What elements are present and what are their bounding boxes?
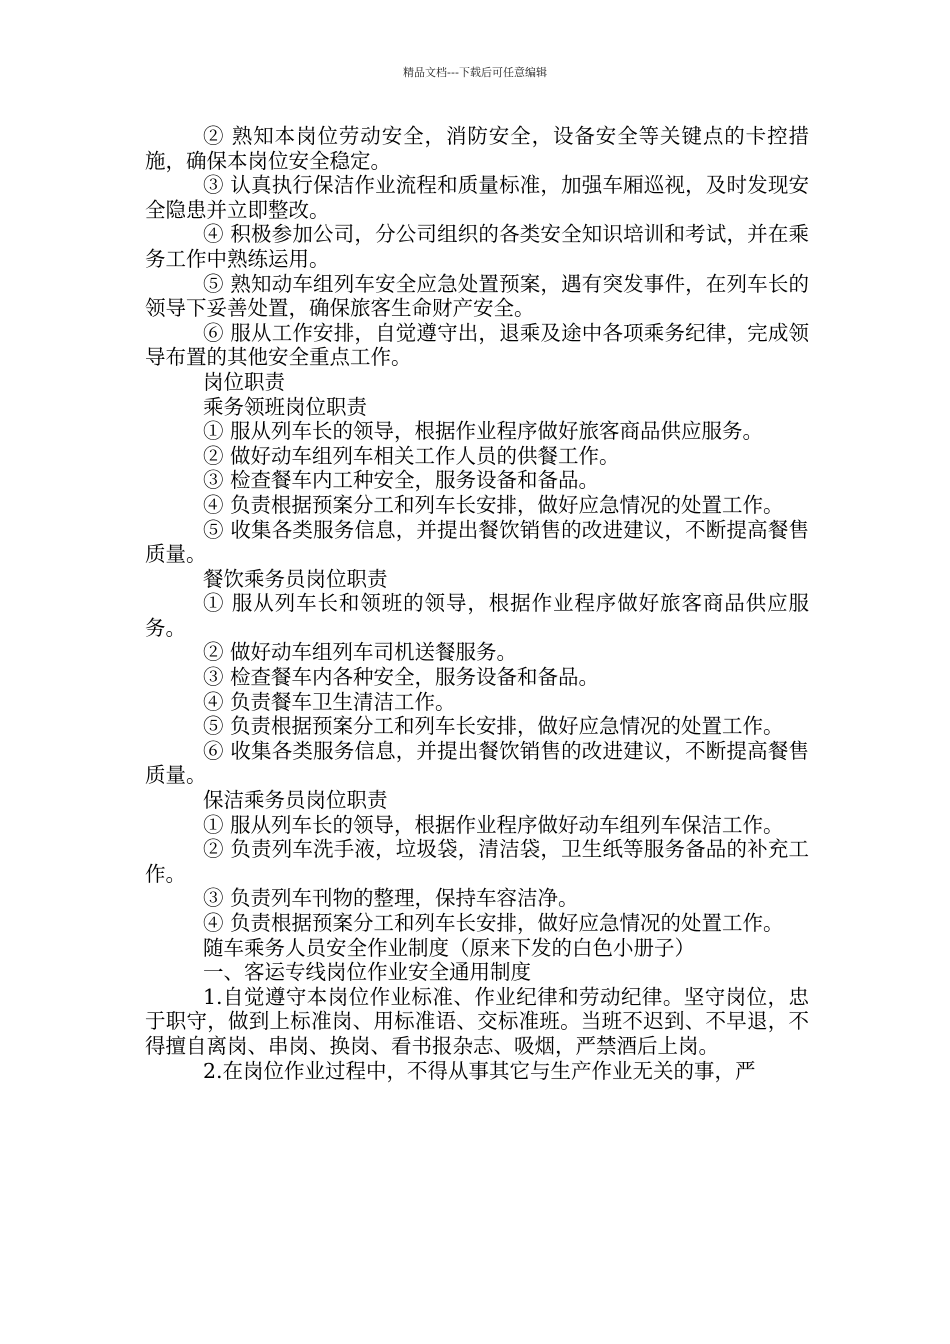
document-body bbox=[145, 124, 809, 1083]
paragraph: 2.在岗位作业过程中，不得从事其它与生产作业无关的事，严 bbox=[203, 1058, 756, 1083]
paragraph: ④ 积极参加公司，分公司组织的各类安全知识培训和考试，并在乘务工作中熟练运用。 bbox=[145, 222, 809, 271]
paragraph: ① 服从列车长的领导，根据作业程序做好旅客商品供应服务。 bbox=[203, 419, 764, 444]
paragraph: ③ 检查餐车内工种安全，服务设备和备品。 bbox=[203, 468, 600, 493]
paragraph: ③ 认真执行保洁作业流程和质量标准，加强车厢巡视，及时发现安全隐患并立即整改。 bbox=[145, 173, 809, 222]
paragraph: ② 负责列车洗手液，垃圾袋，清洁袋，卫生纸等服务备品的补充工作。 bbox=[145, 837, 809, 886]
section-heading: 随车乘务人员安全作业制度（原来下发的白色小册子） bbox=[203, 935, 695, 960]
paragraph: ④ 负责根据预案分工和列车长安排，做好应急情况的处置工作。 bbox=[203, 911, 784, 935]
section-heading: 保洁乘务员岗位职责 bbox=[203, 788, 388, 813]
paragraph: ① 服从列车长的领导，根据作业程序做好动车组列车保洁工作。 bbox=[203, 812, 784, 837]
paragraph: ② 做好动车组列车司机送餐服务。 bbox=[203, 640, 518, 665]
paragraph: ④ 负责餐车卫生清洁工作。 bbox=[203, 689, 456, 714]
paragraph: ⑥ 服从工作安排，自觉遵守出，退乘及途中各项乘务纪律，完成领导布置的其他安全重点工作。 bbox=[145, 320, 809, 370]
paragraph: ④ 负责根据预案分工和列车长安排，做好应急情况的处置工作。 bbox=[203, 492, 784, 517]
paragraph: ⑤ 熟知动车组列车安全应急处置预案，遇有突发事件，在列车长的领导下妥善处置，确保旅客生命财产安全。 bbox=[145, 271, 809, 321]
section-heading: 岗位职责 bbox=[203, 369, 285, 394]
paragraph: ⑤ 收集各类服务信息，并提出餐饮销售的改进建议，不断提高餐售质量。 bbox=[145, 517, 809, 567]
paragraph: ⑥ 收集各类服务信息，并提出餐饮销售的改进建议，不断提高餐售质量。 bbox=[145, 738, 809, 788]
paragraph: ③ 负责列车刊物的整理，保持车容洁净。 bbox=[203, 886, 579, 911]
paragraph: ⑤ 负责根据预案分工和列车长安排，做好应急情况的处置工作。 bbox=[203, 714, 784, 739]
section-heading: 餐饮乘务员岗位职责 bbox=[203, 566, 388, 591]
paragraph: 1.自觉遵守本岗位作业标准、作业纪律和劳动纪律。坚守岗位，忠于职守，做到上标准岗、用标准语、交标准班。当班不迟到、不早退，不得擅自离岗、串岗、换岗、看书报杂志、吸烟，严禁酒后上岗。 bbox=[145, 984, 809, 1058]
section-heading: 乘务领班岗位职责 bbox=[203, 394, 367, 419]
paragraph: ② 熟知本岗位劳动安全，消防安全，设备安全等关键点的卡控措施，确保本岗位安全稳定。 bbox=[145, 124, 809, 173]
paragraph: ① 服从列车长和领班的领导，根据作业程序做好旅客商品供应服务。 bbox=[145, 591, 809, 640]
paragraph: ③ 检查餐车内各种安全，服务设备和备品。 bbox=[203, 665, 600, 690]
page-header: 精品文档---下载后可任意编辑 bbox=[403, 66, 547, 79]
paragraph: ② 做好动车组列车相关工作人员的供餐工作。 bbox=[203, 443, 620, 468]
section-heading: 一、客运专线岗位作业安全通用制度 bbox=[203, 960, 531, 985]
